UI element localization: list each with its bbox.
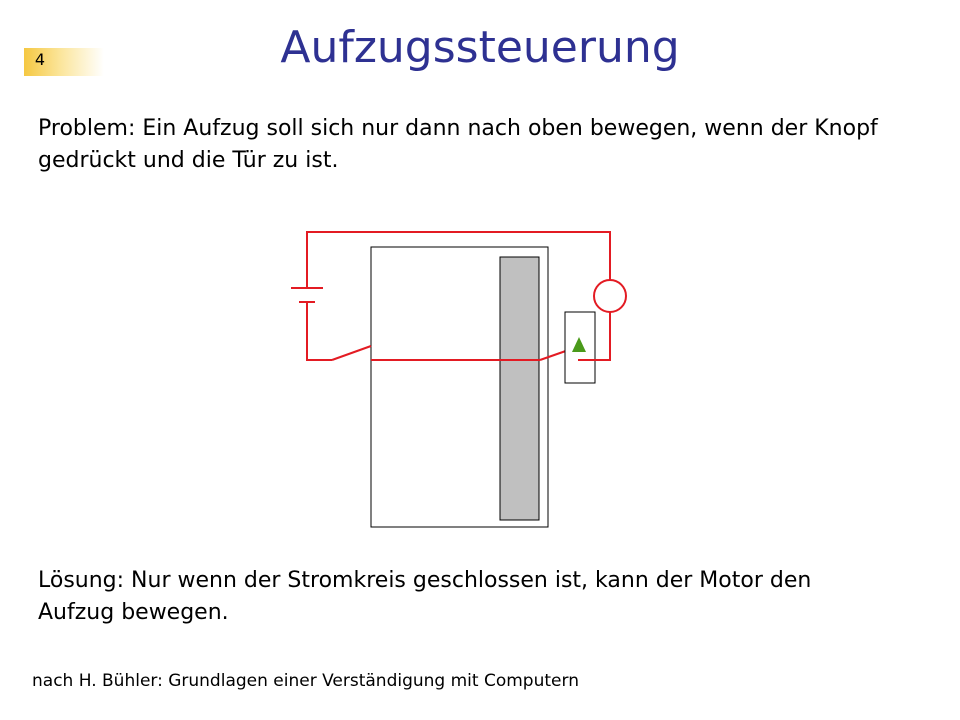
page-number: 4 — [34, 50, 46, 69]
elevator-door — [500, 257, 539, 520]
slide-title: Aufzugssteuerung — [280, 22, 680, 73]
motor-circle — [594, 280, 626, 312]
wire-left — [307, 302, 332, 360]
source-citation: nach H. Bühler: Grundlagen einer Verständigung mit Computern — [32, 671, 579, 691]
door-switch-lever — [332, 346, 371, 360]
problem-statement: Problem: Ein Aufzug soll sich nur dann nach oben bewegen, wenn der Knopf gedrückt und die Tür zu ist. — [38, 116, 878, 173]
solution-statement: Lösung: Nur wenn der Stromkreis geschlossen ist, kann der Motor den Aufzug bewegen. — [38, 568, 812, 625]
